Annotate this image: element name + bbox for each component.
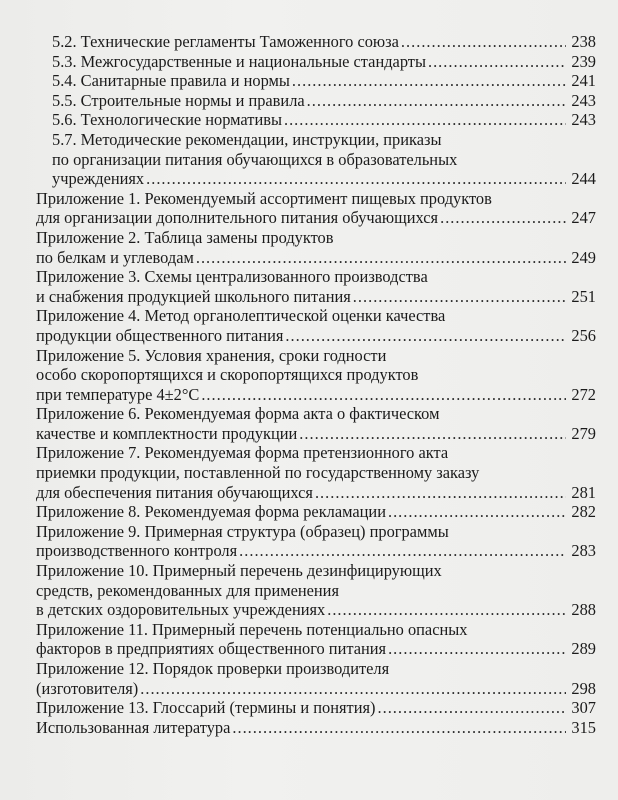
toc-page-number: 307	[571, 698, 596, 718]
toc-entry-title-line: Приложение 3. Схемы централизованного производства	[36, 267, 428, 287]
dot-leader	[201, 385, 566, 405]
toc-entry-title-line: для организации дополнительного питания обучающихся	[36, 208, 439, 228]
dot-leader	[239, 541, 566, 561]
toc-page-number: 256	[571, 325, 596, 345]
toc-entry	[36, 228, 596, 267]
toc-entry-title-line: производственного контроля	[36, 541, 238, 561]
toc-entry-title-line: Приложение 9. Примерная структура (образец) программы	[36, 521, 449, 541]
dot-leader	[196, 248, 566, 268]
toc-entry	[36, 306, 596, 345]
toc-entry-last-line	[52, 32, 596, 52]
toc-entry-title-line: 5.4. Санитарные правила и нормы	[52, 71, 290, 91]
toc-entry-title-line: продукции общественного питания	[36, 325, 284, 345]
toc-entry-last-line	[36, 208, 596, 228]
toc-entry-title-line: Приложение 8. Рекомендуемая форма рекламации	[36, 502, 386, 522]
toc-page-number: 244	[571, 169, 596, 189]
toc-entry	[36, 91, 596, 111]
toc-entry-title-line: 5.6. Технологические нормативы	[52, 110, 282, 130]
toc-entry	[36, 561, 596, 620]
dot-leader	[327, 600, 566, 620]
toc-entry-last-line	[36, 718, 596, 738]
toc-entry-last-line	[36, 698, 596, 718]
dot-leader	[284, 110, 566, 130]
toc-page-number: 249	[571, 247, 596, 267]
toc-entry-title-line: качестве и комплектности продукции	[36, 423, 298, 443]
toc-entry-title-line: по организации питания обучающихся в образовательных	[52, 149, 458, 169]
toc-entry	[36, 404, 596, 443]
dot-leader	[388, 639, 566, 659]
toc-entry	[36, 522, 596, 561]
toc-page-number: 247	[571, 208, 596, 228]
toc-page-number: 282	[571, 502, 596, 522]
toc-entry-title-line: средств, рекомендованных для применения	[36, 580, 339, 600]
toc-entry-title-line: 5.5. Строительные нормы и правила	[52, 90, 305, 110]
toc-entry-title-line: Использованная литература	[36, 717, 231, 737]
dot-leader	[428, 52, 566, 72]
dot-leader	[315, 483, 566, 503]
toc-page-number: 243	[571, 110, 596, 130]
toc-entry	[36, 346, 596, 405]
toc-page-number: 315	[571, 717, 596, 737]
toc-page-number: 238	[571, 32, 596, 51]
toc-entry-title-line: в детских оздоровительных учреждениях	[36, 600, 326, 620]
dot-leader	[378, 698, 567, 718]
toc-entry-title-line: Приложение 2. Таблица замены продуктов	[36, 227, 334, 247]
toc-entry-last-line	[36, 248, 596, 268]
toc-entry-title-line: Приложение 10. Примерный перечень дезинфицирующих	[36, 561, 442, 581]
toc-entry	[36, 32, 596, 52]
toc-entry	[36, 718, 596, 738]
toc-entry	[36, 52, 596, 72]
toc-entry-last-line	[36, 483, 596, 503]
toc-entry	[36, 698, 596, 718]
toc-entry-title-line: 5.7. Методические рекомендации, инструкции, приказы	[52, 129, 442, 149]
dot-leader	[232, 718, 566, 738]
dot-leader	[299, 424, 566, 444]
toc-page-number: 289	[571, 639, 596, 659]
toc-entry	[36, 502, 596, 522]
dot-leader	[401, 32, 566, 52]
toc-entry	[36, 130, 596, 189]
toc-entry-title-line: учреждениях	[52, 169, 145, 189]
dot-leader	[353, 287, 566, 307]
toc-entry-title-line: по белкам и углеводам	[36, 247, 194, 267]
toc-entry-last-line	[36, 424, 596, 444]
toc-entry-last-line	[52, 71, 596, 91]
dot-leader	[285, 326, 566, 346]
toc-entry	[36, 659, 596, 698]
toc-entry-last-line	[36, 287, 596, 307]
toc-page-number: 298	[571, 678, 596, 698]
toc-entry	[36, 267, 596, 306]
toc-entry-last-line	[52, 52, 596, 72]
toc-entry-last-line	[52, 169, 596, 189]
toc-entry-title-line: Приложение 11. Примерный перечень потенциально опасных	[36, 619, 468, 639]
toc-entry-last-line	[36, 385, 596, 405]
toc-page-number: 241	[571, 71, 596, 91]
toc-page-number: 283	[571, 541, 596, 561]
toc-entry-title-line: Приложение 7. Рекомендуемая форма претензионного акта	[36, 443, 449, 463]
toc-entry-last-line	[52, 91, 596, 111]
toc-entry-title-line: факторов в предприятиях общественного питания	[36, 639, 387, 659]
toc-entry-title-line: 5.2. Технические регламенты Таможенного союза	[52, 32, 399, 51]
dot-leader	[307, 91, 566, 111]
toc-entry-title-line: при температуре 4±2°С	[36, 384, 200, 404]
dot-leader	[388, 502, 566, 522]
dot-leader	[140, 679, 566, 699]
toc-page-number: 281	[571, 482, 596, 502]
toc-entry-title-line: Приложение 6. Рекомендуемая форма акта о фактическом	[36, 404, 440, 424]
toc-entry-title-line: Приложение 12. Порядок проверки производителя	[36, 659, 390, 678]
toc-entry	[36, 620, 596, 659]
dot-leader	[146, 169, 566, 189]
toc-entry-last-line	[36, 541, 596, 561]
toc-entry	[36, 189, 596, 228]
toc-entry-title-line: (изготовителя)	[36, 678, 139, 698]
table-of-contents	[36, 32, 596, 737]
dot-leader	[440, 208, 566, 228]
toc-entry	[36, 443, 596, 502]
toc-entry-last-line	[52, 110, 596, 130]
toc-entry-title-line: Приложение 1. Рекомендуемый ассортимент пищевых продуктов	[36, 188, 492, 208]
toc-entry-last-line	[36, 502, 596, 522]
toc-entry	[36, 110, 596, 130]
toc-page-number: 239	[571, 51, 596, 71]
dot-leader	[292, 71, 566, 91]
toc-entry-title-line: и снабжения продукцией школьного питания	[36, 286, 351, 306]
toc-page-number: 243	[571, 90, 596, 110]
toc-entry-title-line: 5.3. Межгосударственные и национальные стандарты	[52, 51, 426, 71]
toc-entry-title-line: Приложение 5. Условия хранения, сроки годности	[36, 345, 387, 365]
toc-page-number: 279	[571, 423, 596, 443]
toc-page-number: 272	[571, 384, 596, 404]
toc-entry-last-line	[36, 679, 596, 699]
toc-entry	[36, 71, 596, 91]
toc-entry-title-line: Приложение 4. Метод органолептической оценки качества	[36, 306, 446, 326]
toc-page-number: 288	[571, 600, 596, 620]
toc-entry-last-line	[36, 600, 596, 620]
toc-entry-title-line: Приложение 13. Глоссарий (термины и понятия)	[36, 698, 376, 718]
toc-entry-last-line	[36, 639, 596, 659]
toc-entry-title-line: приемки продукции, поставленной по государственному заказу	[36, 463, 480, 483]
toc-entry-title-line: для обеспечения питания обучающихся	[36, 482, 313, 502]
toc-entry-last-line	[36, 326, 596, 346]
toc-page-number: 251	[571, 286, 596, 306]
toc-entry-title-line: особо скоропортящихся и скоропортящихся продуктов	[36, 365, 419, 385]
